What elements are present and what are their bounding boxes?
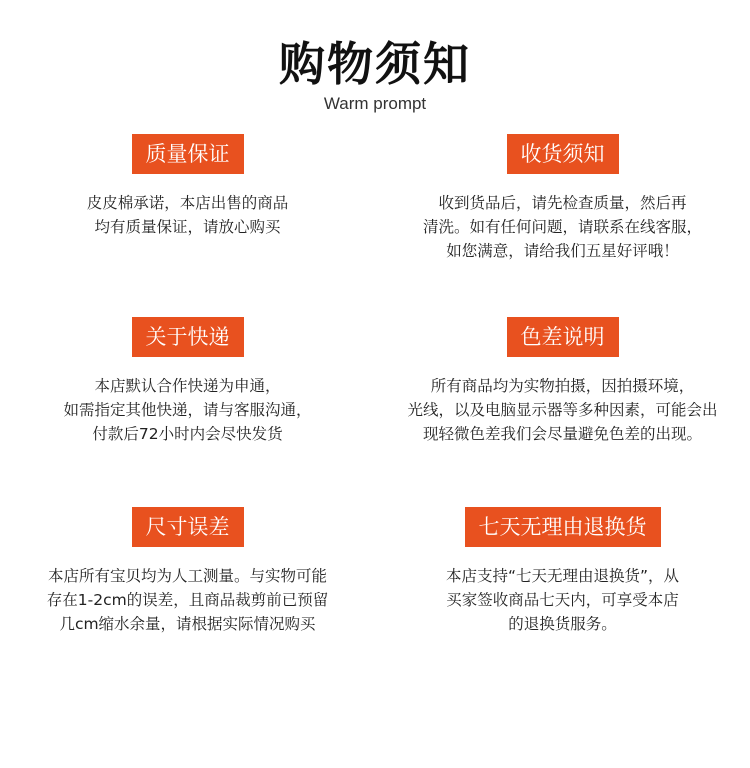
text-line: 所有商品均为实物拍摄，因拍摄环境，: [430, 377, 695, 395]
section-label: 色差说明: [507, 317, 619, 357]
text-line: 如您满意，请给我们五星好评哦！: [446, 242, 679, 260]
section-quality-guarantee: [0, 134, 375, 239]
text-line: 存在1-2cm的误差，且商品裁剪前已预留: [46, 591, 329, 609]
section-text: [375, 374, 750, 446]
section-text: [375, 564, 750, 636]
text-line: 清洗。如有任何问题，请联系在线客服，: [422, 218, 702, 236]
text-line: 的退换货服务。: [508, 615, 617, 633]
section-receiving-notice: [375, 134, 750, 263]
section-text: [0, 564, 375, 636]
text-line: 皮皮棉承诺，本店出售的商品: [86, 194, 289, 212]
section-label: 质量保证: [132, 134, 244, 174]
text-line: 现轻微色差我们会尽量避免色差的出现。: [422, 425, 702, 443]
section-label: 收货须知: [507, 134, 619, 174]
text-line: 本店支持“七天无理由退换货”，从: [445, 567, 680, 585]
text-line: 收到货品后，请先检查质量，然后再: [438, 194, 687, 212]
section-seven-day-return: [375, 507, 750, 636]
section-label: 尺寸误差: [132, 507, 244, 547]
text-line: 几cm缩水余量，请根据实际情况购买: [59, 615, 316, 633]
page-title: 购物须知: [279, 37, 471, 91]
text-line: 付款后72小时内会尽快发货: [92, 425, 283, 443]
section-shipping: [0, 317, 375, 446]
text-line: 均有质量保证，请放心购买: [94, 218, 281, 236]
section-label: 关于快递: [132, 317, 244, 357]
section-color-difference: [375, 317, 750, 446]
text-line: 本店默认合作快递为申通，: [94, 377, 281, 395]
text-line: 买家签收商品七天内，可享受本店: [446, 591, 679, 609]
section-text: [0, 191, 375, 239]
section-text: [375, 191, 750, 263]
section-size-error: [0, 507, 375, 636]
text-line: 光线，以及电脑显示器等多种因素，可能会出: [407, 401, 718, 419]
section-text: [0, 374, 375, 446]
section-label: 七天无理由退换货: [465, 507, 661, 547]
text-line: 如需指定其他快递，请与客服沟通，: [63, 401, 312, 419]
page-subtitle: Warm prompt: [323, 94, 427, 113]
text-line: 本店所有宝贝均为人工测量。与实物可能: [47, 567, 327, 585]
